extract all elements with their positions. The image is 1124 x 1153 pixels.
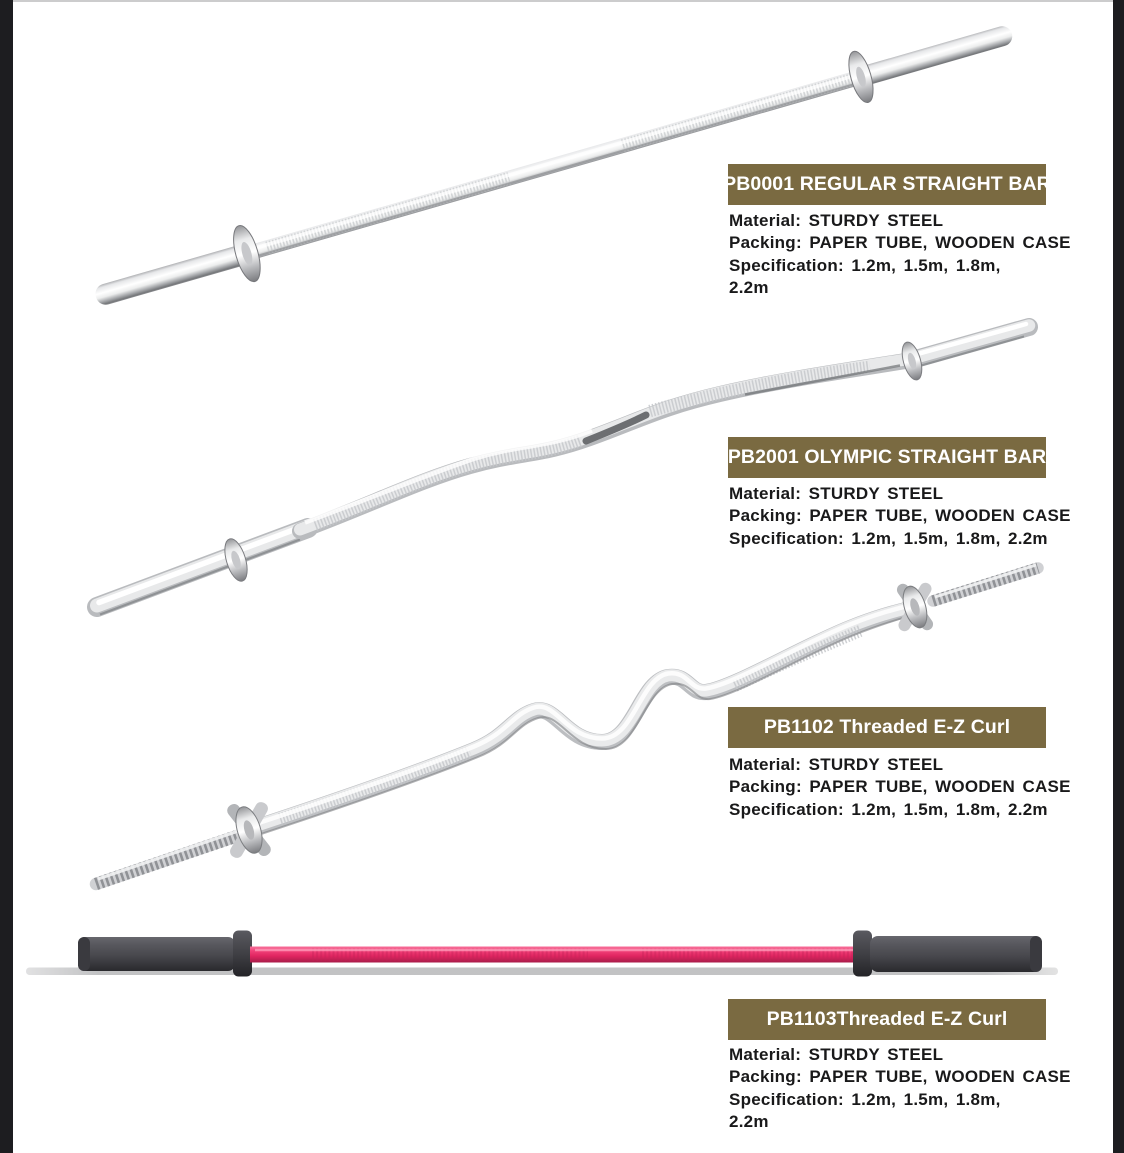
product-title: PB1102 Threaded E-Z Curl [763,716,1011,738]
spec-line: Specification: 1.2m, 1.5m, 1.8m, [729,255,1001,275]
spec-line: Packing: PAPER TUBE, WOODEN CASE [729,506,1071,526]
product-title-badge-pb2001 [728,437,1046,478]
right-edge-strip [1113,0,1124,1153]
spec-line: Specification: 1.2m, 1.5m, 1.8m, [729,1089,1001,1109]
spec-line: Packing: PAPER TUBE, WOODEN CASE [729,233,1071,253]
spec-line: 2.2m [729,278,769,298]
product-title: PB2001 OLYMPIC STRAIGHT BAR [727,446,1047,468]
product-title-badge-pb0001 [723,164,1051,205]
spec-line: Specification: 1.2m, 1.5m, 1.8m, 2.2m [729,799,1048,819]
product-title: PB0001 REGULAR STRAIGHT BAR [723,173,1051,195]
spec-line: Specification: 1.2m, 1.5m, 1.8m, 2.2m [729,528,1048,548]
spec-line: Material: STURDY STEEL [729,755,944,774]
product-specs-pb0001 [729,210,1071,300]
spec-line: Material: STURDY STEEL [729,484,944,503]
product-title-badge-pb1102 [728,707,1046,748]
product-specs-pb1102 [729,754,1071,821]
product-specs-pb1103 [729,1044,1071,1134]
product-title-badge-pb1103 [728,999,1046,1040]
top-border-line [13,0,1113,2]
spec-line: Material: STURDY STEEL [729,211,944,230]
spec-line: 2.2m [729,1112,769,1132]
product-image-red-bar [26,931,1058,977]
spec-line: Material: STURDY STEEL [729,1045,944,1064]
spec-line: Packing: PAPER TUBE, WOODEN CASE [729,1067,1071,1087]
product-title: PB1103Threaded E-Z Curl [766,1008,1008,1030]
left-edge-strip [0,0,13,1153]
product-specs-pb2001 [729,483,1071,550]
spec-line: Packing: PAPER TUBE, WOODEN CASE [729,777,1071,797]
